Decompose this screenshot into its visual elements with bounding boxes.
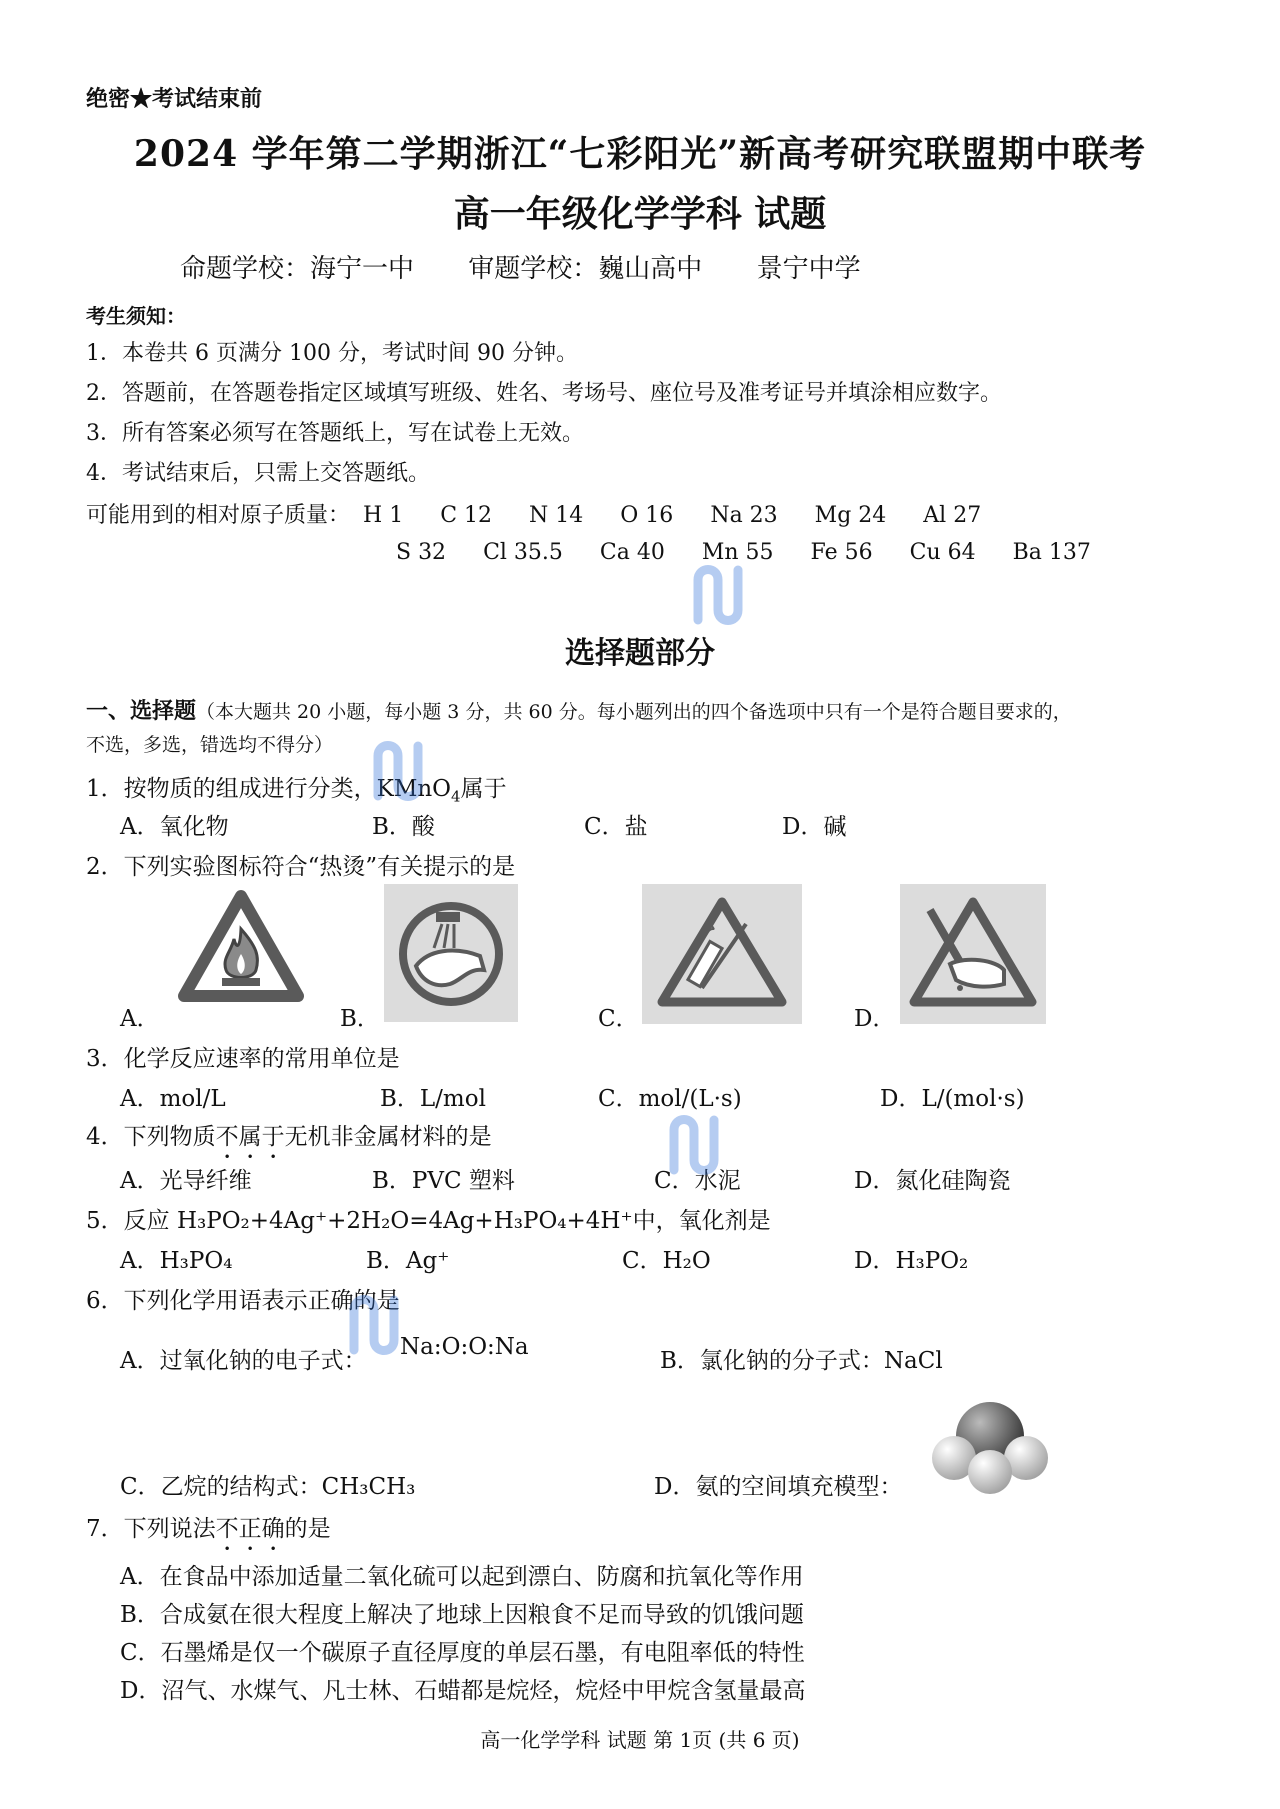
- watermark-logo-icon: [664, 1110, 740, 1184]
- atomic-mass: S 32: [396, 540, 447, 565]
- atomic-mass: Ba 137: [1012, 540, 1091, 565]
- section-title: 选择题部分: [565, 636, 715, 671]
- atomic-mass-row-1: [86, 498, 1011, 529]
- q5-option-c[interactable]: C．H₂O: [622, 1248, 711, 1274]
- review-school-2: 景宁中学: [756, 254, 861, 284]
- q7-option-c[interactable]: C．石墨烯是仅一个碳原子直径厚度的单层石墨，有电阻率低的特性: [120, 1640, 805, 1666]
- notice-item: 2．答题前，在答题卷指定区域填写班级、姓名、考场号、座位号及准考证号并填涂相应数字。: [86, 381, 1003, 406]
- q4-stem-a: 4．下列物质: [86, 1124, 216, 1150]
- atomic-mass: Mg 24: [814, 503, 887, 528]
- q4-option-b[interactable]: B．PVC 塑料: [372, 1168, 515, 1194]
- q3-option-b[interactable]: B．L/mol: [380, 1086, 486, 1112]
- atomic-mass: Na 23: [710, 503, 778, 528]
- q2-option-d[interactable]: D．: [854, 1006, 896, 1032]
- question-5-stem: 5．反应 H₃PO₂+4Ag⁺+2H₂O=4Ag+H₃PO₄+4H⁺中，氧化剂是: [86, 1208, 771, 1234]
- q4-option-c[interactable]: C．水泥: [654, 1168, 741, 1194]
- exam-subtitle: 高一年级化学学科 试题: [453, 193, 827, 235]
- atomic-mass: Ca 40: [599, 540, 665, 565]
- q2-option-c[interactable]: C．: [598, 1006, 639, 1032]
- atomic-mass: O 16: [620, 503, 674, 528]
- atomic-mass: N 14: [529, 503, 584, 528]
- exam-title: 2024 学年第二学期浙江“七彩阳光”新高考研究联盟期中联考: [133, 133, 1147, 175]
- question-6-stem: 6．下列化学用语表示正确的是: [86, 1288, 400, 1314]
- atomic-mass: Fe 56: [810, 540, 873, 565]
- schools-line: [180, 248, 907, 285]
- notice-item: 3．所有答案必须写在答题纸上，写在试卷上无效。: [86, 421, 584, 446]
- q6-option-d[interactable]: D．氨的空间填充模型：: [654, 1474, 903, 1500]
- q6-option-c[interactable]: C．乙烷的结构式：CH₃CH₃: [120, 1474, 416, 1500]
- atomic-mass: Cl 35.5: [483, 540, 563, 565]
- hand-wash-icon: [384, 884, 518, 1026]
- watermark-logo-icon: [688, 560, 764, 634]
- notice-heading: 考生须知：: [86, 304, 186, 328]
- q7-option-d[interactable]: D．沼气、水煤气、凡士林、石蜡都是烷烃，烷烃中甲烷含氢量最高: [120, 1678, 806, 1704]
- question-2-stem: 2．下列实验图标符合“热烫”有关提示的是: [86, 854, 516, 880]
- q2-option-a[interactable]: A．: [120, 1006, 160, 1032]
- sharp-object-icon: [900, 884, 1046, 1028]
- notice-item: 4．考试结束后，只需上交答题纸。: [86, 461, 430, 486]
- q4-stem-emphasis: 不属于: [215, 1124, 285, 1150]
- hot-test-tube-icon: [642, 884, 802, 1028]
- q5-option-b[interactable]: B．Ag⁺: [366, 1248, 450, 1274]
- question-4-stem: [86, 1118, 492, 1164]
- q7-option-b[interactable]: B．合成氨在很大程度上解决了地球上因粮食不足而导致的饥饿问题: [120, 1602, 804, 1628]
- atomic-mass: H 1: [363, 503, 404, 528]
- question-7-stem: [86, 1510, 331, 1556]
- atomic-mass: Mn 55: [701, 540, 774, 565]
- watermark-logo-icon: [368, 736, 444, 810]
- watermark-logo-icon: [344, 1290, 420, 1364]
- part-note-2: 不选，多选，错选均不得分）: [86, 734, 334, 756]
- q6-option-a-formula: Na:O:O:Na: [400, 1334, 529, 1360]
- atomic-mass-label: 可能用到的相对原子质量：: [86, 503, 351, 528]
- q1-stem-sub: 4: [451, 787, 461, 806]
- part-label: 一、选择题: [86, 698, 197, 724]
- q4-stem-b: 无机非金属材料的是: [284, 1124, 492, 1150]
- atomic-mass: Cu 64: [909, 540, 976, 565]
- q1-option-b[interactable]: B．酸: [372, 814, 435, 840]
- atomic-mass: C 12: [440, 503, 493, 528]
- q7-stem-emphasis: 不正确: [215, 1516, 285, 1542]
- part-note: （本大题共 20 小题，每小题 3 分，共 60 分。每小题列出的四个备选项中只有一个是符合题目要求的，: [196, 701, 1072, 723]
- q5-option-a[interactable]: A．H₃PO₄: [120, 1248, 233, 1274]
- ammonia-model-icon: [930, 1398, 1050, 1502]
- notice-item: 1．本卷共 6 页满分 100 分，考试时间 90 分钟。: [86, 341, 578, 366]
- q3-option-a[interactable]: A．mol/L: [120, 1086, 226, 1112]
- q6-option-a[interactable]: A．过氧化钠的电子式：: [120, 1348, 367, 1374]
- author-school: 命题学校：海宁一中: [180, 254, 415, 284]
- question-3-stem: 3．化学反应速率的常用单位是: [86, 1046, 400, 1072]
- q3-option-d[interactable]: D．L/(mol·s): [880, 1086, 1025, 1112]
- review-school: 审题学校：巍山高中: [468, 254, 703, 284]
- atomic-mass: Al 27: [923, 503, 982, 528]
- q4-option-a[interactable]: A．光导纤维: [120, 1168, 252, 1194]
- q1-stem-suffix: 属于: [460, 776, 507, 802]
- confidential-label: 绝密★考试结束前: [86, 86, 263, 112]
- q1-option-a[interactable]: A．氧化物: [120, 814, 229, 840]
- q7-stem-b: 的是: [284, 1516, 331, 1542]
- flame-warning-icon: [176, 884, 306, 1018]
- page-footer: 高一化学学科 试题 第 1页 (共 6 页): [480, 1728, 800, 1752]
- q6-option-b[interactable]: B．氯化钠的分子式：NaCl: [660, 1348, 943, 1374]
- q1-option-d[interactable]: D．碱: [782, 814, 847, 840]
- q4-option-d[interactable]: D．氮化硅陶瓷: [854, 1168, 1011, 1194]
- q1-stem-prefix: 1．按物质的组成进行分类，KMnO: [86, 776, 452, 802]
- q1-option-c[interactable]: C．盐: [584, 814, 648, 840]
- q5-option-d[interactable]: D．H₃PO₂: [854, 1248, 969, 1274]
- q7-option-a[interactable]: A．在食品中添加适量二氧化硫可以起到漂白、防腐和抗氧化等作用: [120, 1564, 804, 1590]
- q7-stem-a: 7．下列说法: [86, 1516, 216, 1542]
- q3-option-c[interactable]: C．mol/(L·s): [598, 1086, 742, 1112]
- q2-option-b[interactable]: B．: [340, 1006, 380, 1032]
- part-heading: [86, 694, 1072, 725]
